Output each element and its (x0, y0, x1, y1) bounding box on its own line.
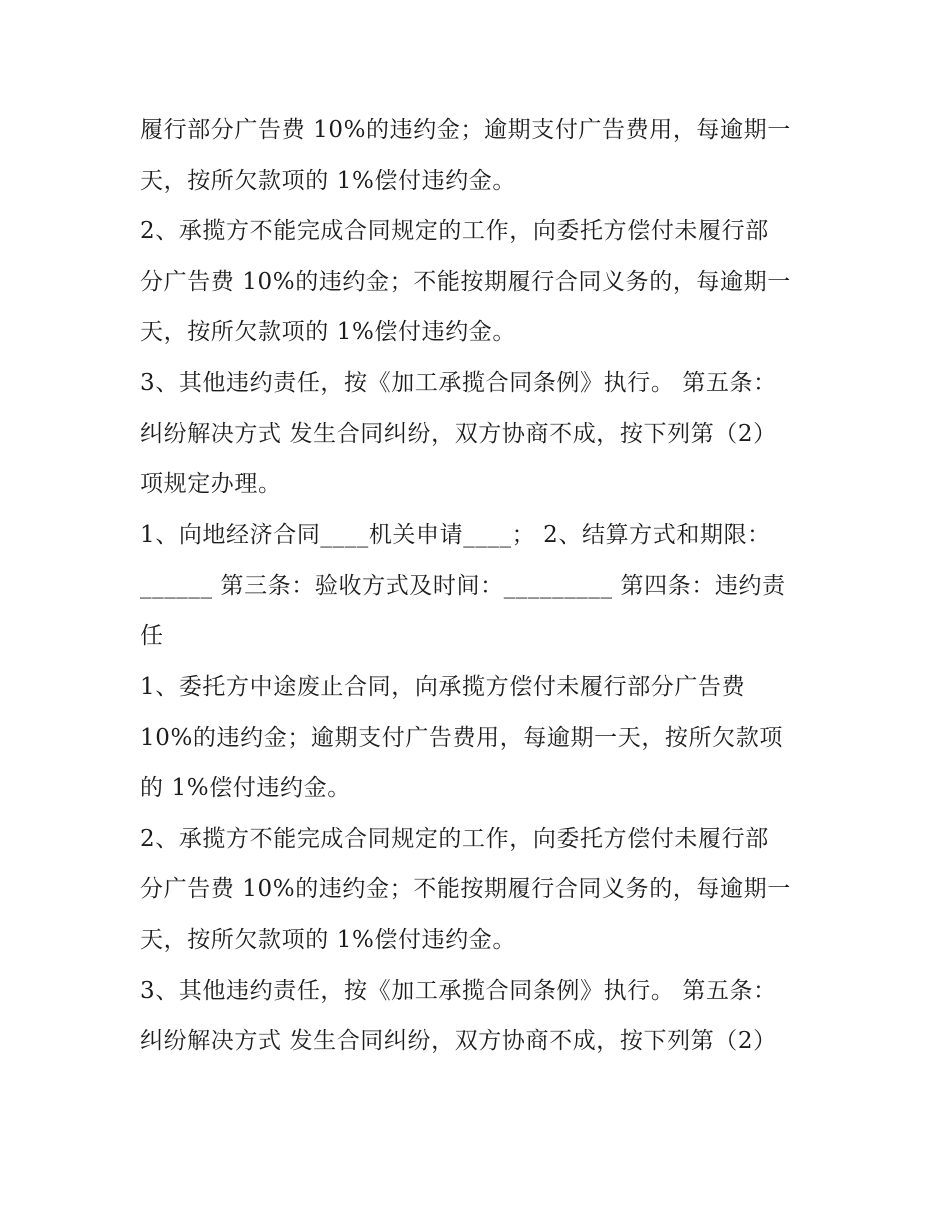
text-line: ______ 第三条：验收方式及时间：_________ 第四条：违约责 (140, 573, 786, 599)
text-line: 履行部分广告费 10%的违约金；逾期支付广告费用，每逾期一 (140, 117, 791, 143)
text-line: 2、承揽方不能完成合同规定的工作，向委托方偿付未履行部 (140, 218, 769, 244)
text-line: 2、承揽方不能完成合同规定的工作，向委托方偿付未履行部 (140, 826, 769, 852)
text-line: 天，按所欠款项的 1%偿付违约金。 (140, 927, 516, 953)
text-line: 的 1%偿付违约金。 (140, 775, 351, 801)
text-line: 天，按所欠款项的 1%偿付违约金。 (140, 319, 516, 345)
text-line: 3、其他违约责任，按《加工承揽合同条例》执行。 第五条： (140, 978, 777, 1004)
text-line: 纠纷解决方式 发生合同纠纷，双方协商不成，按下列第（2） (140, 421, 777, 447)
text-line: 分广告费 10%的违约金；不能按期履行合同义务的，每逾期一 (140, 876, 791, 902)
text-line: 3、其他违约责任，按《加工承揽合同条例》执行。 第五条： (140, 370, 777, 396)
text-line: 任 (140, 623, 164, 649)
text-line: 纠纷解决方式 发生合同纠纷，双方协商不成，按下列第（2） (140, 1028, 777, 1054)
text-line: 1、委托方中途废止合同，向承揽方偿付未履行部分广告费 (140, 674, 746, 700)
text-line: 1、向地经济合同____机关申请____； 2、结算方式和期限： (140, 522, 771, 548)
text-line: 天，按所欠款项的 1%偿付违约金。 (140, 168, 516, 194)
text-line: 分广告费 10%的违约金；不能按期履行合同义务的，每逾期一 (140, 269, 791, 295)
text-line: 项规定办理。 (140, 471, 282, 497)
text-line: 10%的违约金；逾期支付广告费用，每逾期一天，按所欠款项 (140, 725, 783, 751)
